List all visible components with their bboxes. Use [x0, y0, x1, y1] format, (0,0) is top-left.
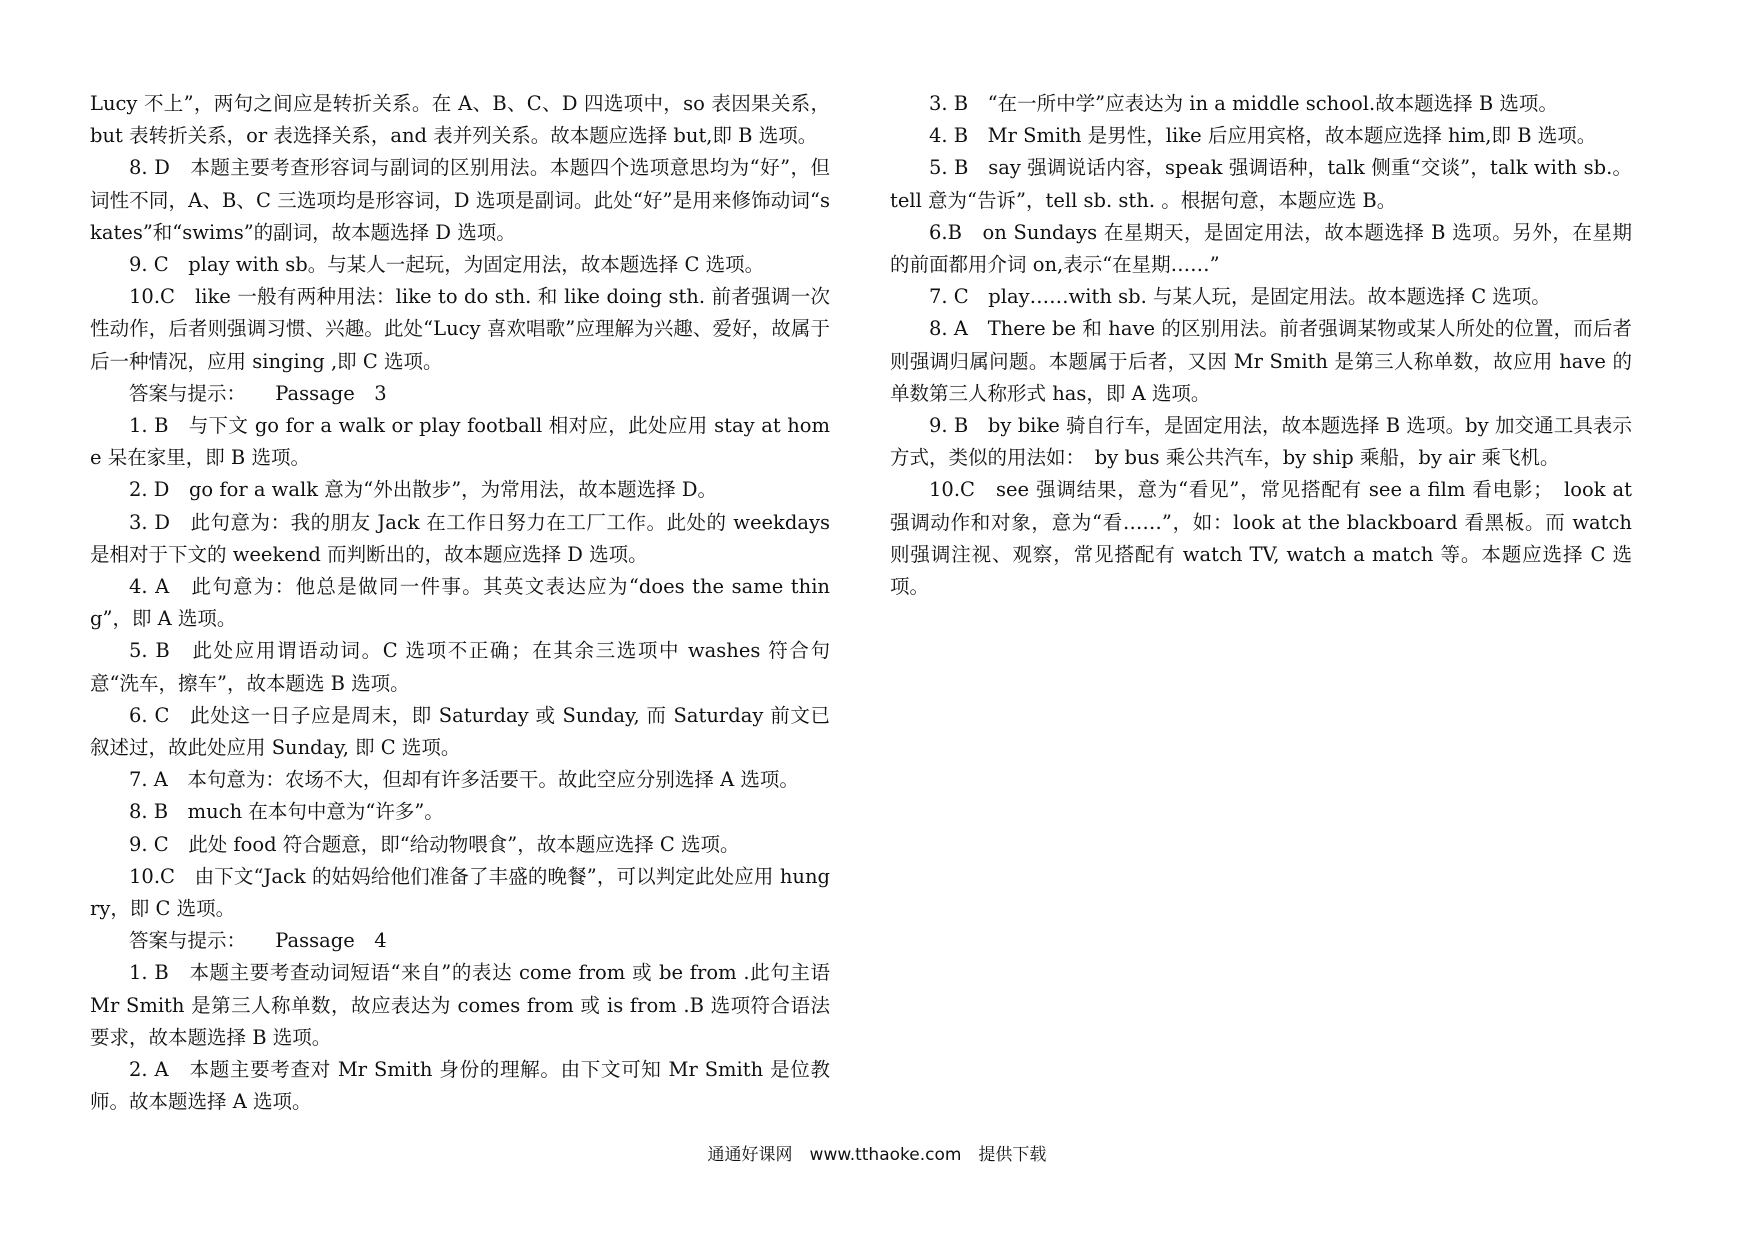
answer-paragraph: 7. C play……with sb. 与某人玩，是固定用法。故本题选择 C 选项。 [929, 285, 1551, 309]
answer-paragraph: 1. B 与下文 go for a walk or play football 相对应，此处应用 stay at home 呆在家里，即 B 选项。 [90, 414, 830, 470]
answer-paragraph: 4. B Mr Smith 是男性，like 后应用宾格，故本题应选择 him,即 B 选项。 [929, 124, 1597, 148]
answer-paragraph: 8. D 本题主要考查形容词与副词的区别用法。本题四个选项意思均为“好”，但词性不同，A、B、C 三选项均是形容词，D 选项是副词。此处“好”是用来修饰动词“skates”和“swims”的副词，故本题选择 D 选项。 [90, 156, 830, 244]
section-heading-passage-4: 答案与提示： Passage 4 [129, 929, 387, 953]
answer-paragraph: 8. A There be 和 have 的区别用法。前者强调某物或某人所处的位置，而后者则强调归属问题。本题属于后者，又因 Mr Smith 是第三人称单数，故应用 have 的单数第三人称形式 has，即 A 选项。 [890, 317, 1632, 405]
section-heading-passage-3: 答案与提示： Passage 3 [129, 381, 387, 405]
answer-paragraph: 9. B by bike 骑自行车，是固定用法，故本题选择 B 选项。by 加交通工具表示方式，类似的用法如： by bus 乘公共汽车，by ship 乘船，by air 乘飞机。 [890, 414, 1632, 470]
answer-paragraph: 2. A 本题主要考查对 Mr Smith 身份的理解。由下文可知 Mr Smith 是位教师。故本题选择 A 选项。 [90, 1058, 830, 1114]
answer-paragraph: 4. A 此句意为：他总是做同一件事。其英文表达应为“does the same thing”，即 A 选项。 [90, 575, 830, 631]
answer-paragraph: 6. C 此处这一日子应是周末，即 Saturday 或 Sunday, 而 Saturday 前文已叙述过，故此处应用 Sunday, 即 C 选项。 [90, 703, 830, 760]
answer-paragraph: 5. B say 强调说话内容，speak 强调语种，talk 侧重“交谈”，talk with sb.。tell 意为“告诉”，tell sb. sth. 。根据句意，本题应选 B。 [890, 156, 1632, 212]
answer-paragraph: 2. D go for a walk 意为“外出散步”，为常用法，故本题选择 D。 [129, 478, 717, 502]
answer-paragraph: 6.B on Sundays 在星期天，是固定用法，故本题选择 B 选项。另外，在星期的前面都用介词 on,表示“在星期……” [890, 220, 1632, 277]
answer-paragraph: 8. B much 在本句中意为“许多”。 [129, 800, 444, 824]
answer-paragraph: Lucy 不上”，两句之间应是转折关系。在 A、B、C、D 四选项中，so 表因果关系，but 表转折关系，or 表选择关系，and 表并列关系。故本题应选择 but,即 B 选项。 [90, 92, 830, 148]
answer-paragraph: 3. D 此句意为：我的朋友 Jack 在工作日努力在工厂工作。此处的 weekdays 是相对于下文的 weekend 而判断出的，故本题应选择 D 选项。 [90, 510, 830, 566]
left-column [90, 88, 830, 1119]
answer-paragraph: 3. B “在一所中学”应表达为 in a middle school.故本题选择 B 选项。 [929, 92, 1558, 115]
right-column [890, 88, 1632, 603]
answer-paragraph: 5. B 此处应用谓语动词。C 选项不正确；在其余三选项中 washes 符合句意“洗车，擦车”，故本题选 B 选项。 [90, 639, 830, 695]
page-footer: 通通好课网 www.tthaoke.com 提供下载 [707, 1145, 1047, 1165]
answer-paragraph: 10.C see 强调结果，意为“看见”，常见搭配有 see a film 看电影； look at 强调动作和对象，意为“看……”，如：look at the blackboard 看黑板。而 watch 则强调注视、观察，常见搭配有 watch TV, watch a match 等。本题应选择 C 选项。 [890, 478, 1632, 599]
answer-paragraph: 7. A 本句意为：农场不大，但却有许多活要干。故此空应分别选择 A 选项。 [129, 768, 799, 792]
answer-paragraph: 10.C 由下文“Jack 的姑妈给他们准备了丰盛的晚餐”，可以判定此处应用 hungry，即 C 选项。 [90, 864, 830, 921]
answer-paragraph: 10.C like 一般有两种用法：like to do sth. 和 like doing sth. 前者强调一次性动作，后者则强调习惯、兴趣。此处“Lucy 喜欢唱歌”应理解为兴趣、爱好，故属于后一种情况，应用 singing ,即 C 选项。 [90, 285, 830, 373]
answer-paragraph: 9. C play with sb。与某人一起玩，为固定用法，故本题选择 C 选项。 [129, 253, 765, 277]
answer-paragraph: 1. B 本题主要考查动词短语“来自”的表达 come from 或 be from .此句主语 Mr Smith 是第三人称单数，故应表达为 comes from 或 is from .B 选项符合语法要求，故本题选择 B 选项。 [90, 961, 830, 1049]
answer-paragraph: 9. C 此处 food 符合题意，即“给动物喂食”，故本题应选择 C 选项。 [129, 832, 740, 856]
